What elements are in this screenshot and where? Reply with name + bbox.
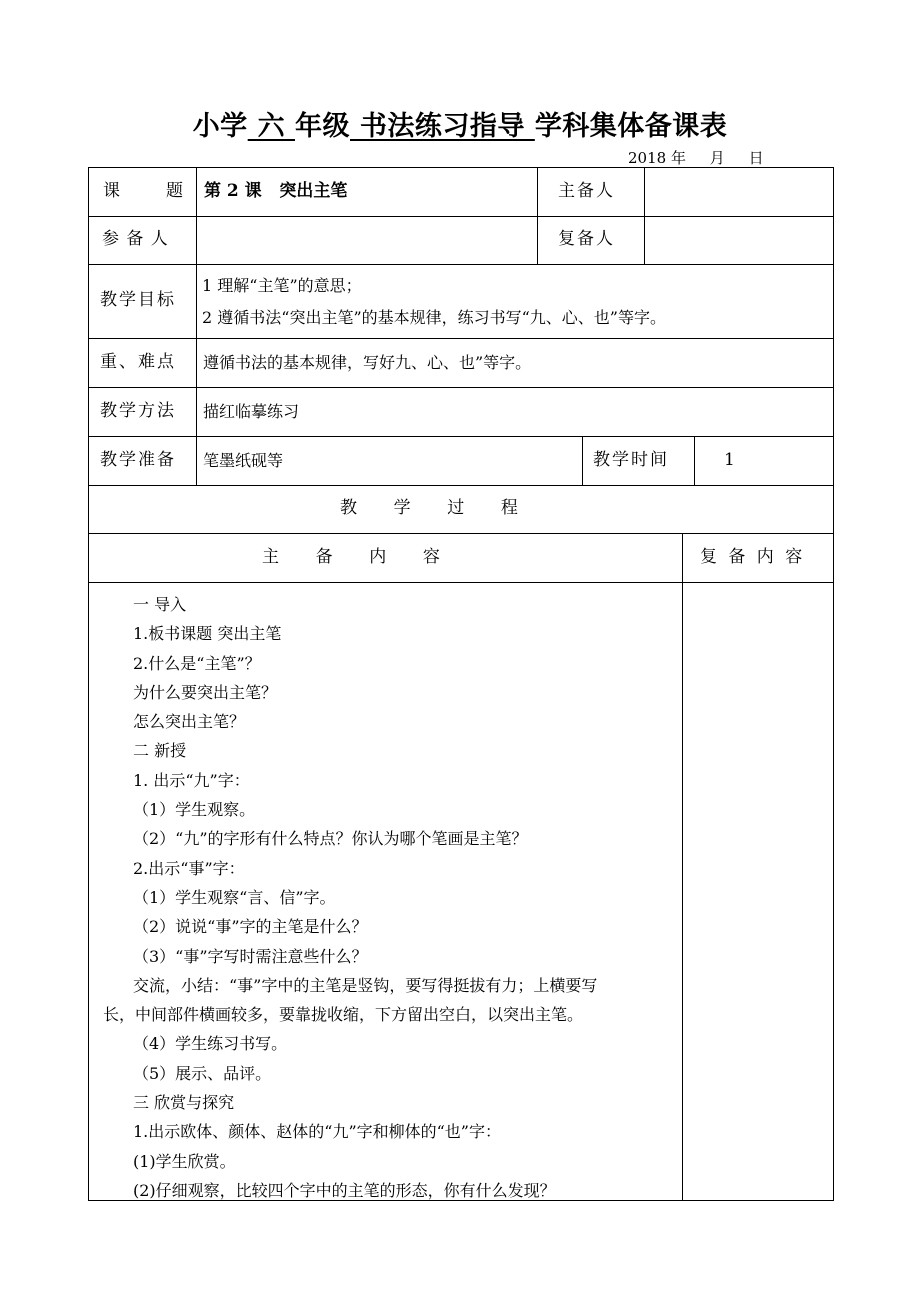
method-label: 教学方法 (100, 401, 176, 421)
main-content (103, 590, 673, 1205)
content-line: 为什么要突出主笔？ (133, 682, 278, 702)
content-line: （2）“九”的字形有什么特点？你认为哪个笔画是主笔？ (133, 829, 528, 849)
review-content-header: 复 备 内 容 (700, 547, 806, 567)
column-divider (582, 436, 583, 485)
reviewer-label: 复备人 (558, 229, 615, 249)
row-divider (88, 216, 834, 217)
content-line: 交流，小结：“事”字中的主笔是竖钩，要写得挺拔有力；上横要写 (133, 975, 598, 995)
key-points-value: 遵循书法的基本规律，写好九、心、也”等字。 (203, 353, 532, 372)
key-points-label: 重、难点 (100, 352, 176, 372)
content-line: 1.出示欧体、颜体、赵体的“九”字和柳体的“也”字： (133, 1122, 501, 1142)
topic-label-1: 课 (103, 181, 120, 201)
objectives-label: 教学目标 (100, 290, 176, 310)
lead-preparer-label: 主备人 (558, 181, 615, 201)
column-divider (644, 167, 645, 264)
column-divider (537, 167, 538, 264)
content-line: 二 新授 (133, 741, 187, 761)
title-part1: 小学 (192, 111, 248, 142)
content-line: (1)学生欣赏。 (133, 1151, 236, 1171)
preparation-value: 笔墨纸砚等 (203, 451, 284, 470)
content-line: （5）展示、品评。 (133, 1063, 272, 1083)
content-line: （2）说说“事”字的主笔是什么？ (133, 917, 368, 937)
column-divider (682, 533, 683, 1201)
participants-label: 参 备 人 (102, 229, 169, 249)
row-divider (88, 436, 834, 437)
content-line: 1.板书课题 突出主笔 (133, 624, 282, 644)
topic-label-2: 题 (166, 181, 183, 201)
title-part2: 年级 (295, 111, 350, 142)
objective-item: 2 遵循书法“突出主笔”的基本规律，练习书写“九、心、也”等字。 (202, 308, 666, 327)
content-line: （1）学生观察“言、信”字。 (133, 887, 336, 907)
content-line: 2.出示“事”字： (133, 858, 245, 878)
date-line: 2018 年 月 日 (628, 149, 764, 167)
content-line: 一 导入 (133, 595, 187, 614)
row-divider (88, 264, 834, 265)
content-line: 三 欣赏与探究 (133, 1093, 235, 1113)
content-line: 1. 出示“九”字： (133, 770, 250, 790)
row-divider (88, 338, 834, 339)
time-label: 教学时间 (593, 450, 669, 470)
row-divider (88, 387, 834, 388)
content-line: 怎么突出主笔？ (133, 712, 246, 732)
preparation-label: 教学准备 (100, 450, 176, 470)
content-line: 2.什么是“主笔”？ (133, 653, 261, 673)
time-value: 1 (724, 450, 735, 470)
column-divider (694, 436, 695, 485)
row-divider (88, 582, 834, 583)
content-line: (2)仔细观察，比较四个字中的主笔的形态，你有什么发现？ (133, 1180, 556, 1200)
title-part3: 学科集体备课表 (534, 111, 728, 142)
title-subject: 书法练习指导 (350, 111, 535, 142)
process-header: 教 学 过 程 (340, 498, 521, 518)
content-line: （1）学生观察。 (133, 800, 256, 820)
row-divider (88, 533, 834, 534)
content-line: （4）学生练习书写。 (133, 1034, 288, 1054)
content-line: （3）“事”字写时需注意些什么？ (133, 946, 368, 966)
column-divider (196, 167, 197, 485)
content-line: 长，中间部件横画较多，要靠拢收缩，下方留出空白，以突出主笔。 (103, 1005, 584, 1025)
objective-item: 1 理解“主笔”的意思； (202, 276, 362, 295)
main-content-header: 主 备 内 容 (262, 547, 443, 567)
row-divider (88, 485, 834, 486)
title-grade: 六 (247, 111, 295, 142)
page-title (0, 104, 920, 143)
method-value: 描红临摹练习 (203, 402, 300, 421)
topic-value: 第 2 课 突出主笔 (204, 181, 348, 201)
